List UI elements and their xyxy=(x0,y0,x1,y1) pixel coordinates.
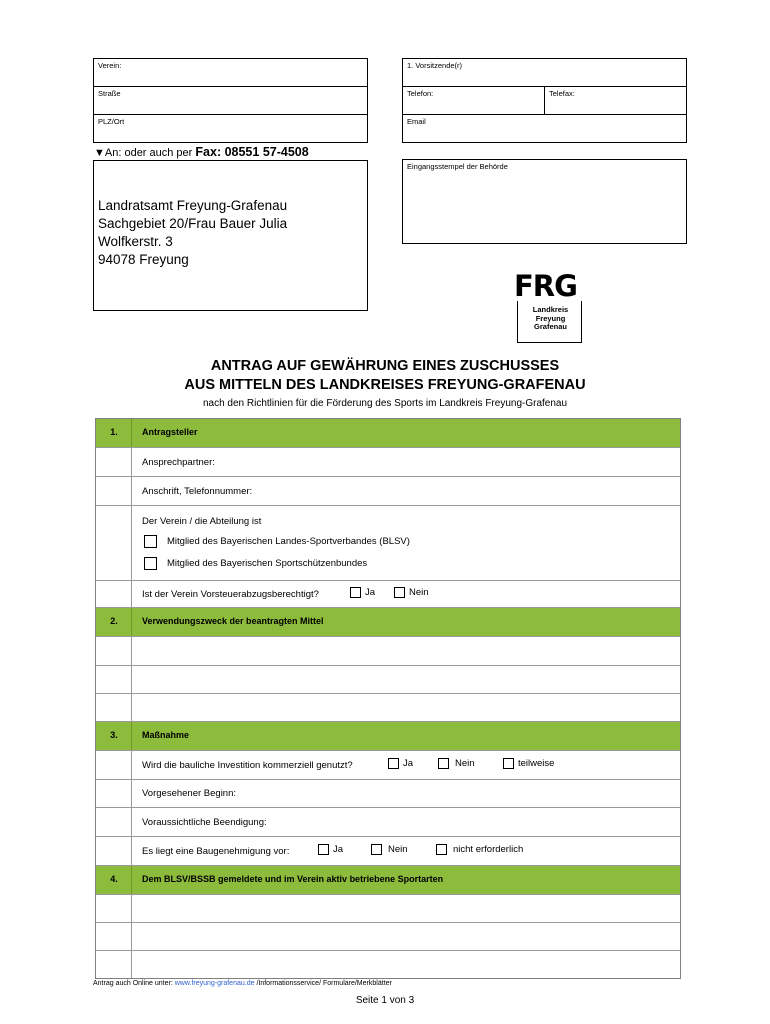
beginn-label: Vorgesehener Beginn: xyxy=(142,788,237,799)
plz-ort-label: PLZ/Ort xyxy=(98,117,125,126)
section-3-number: 3. xyxy=(110,730,118,740)
baugenehmigung-nein-checkbox[interactable] xyxy=(371,844,382,855)
section-2-number: 2. xyxy=(110,616,118,626)
baugenehmigung-nein-label: Nein xyxy=(388,844,408,856)
section-3-header xyxy=(96,722,680,751)
section-1-header xyxy=(96,419,680,448)
footer-suffix: /Informationsservice/ Formulare/Merkblätter xyxy=(254,980,392,987)
baugenehmigung-row xyxy=(96,837,680,866)
section-2-header xyxy=(96,608,680,637)
address-line-2: Sachgebiet 20/Frau Bauer Julia xyxy=(98,216,288,231)
baugenehmigung-label: Es liegt eine Baugenehmigung vor: xyxy=(142,846,290,857)
vorsteuer-ja-checkbox[interactable] xyxy=(350,587,361,598)
blsv-checkbox[interactable] xyxy=(144,535,157,548)
vorsteuer-row xyxy=(96,581,680,608)
vorsitzende-field[interactable] xyxy=(402,58,687,87)
verwendungszweck-row-3[interactable] xyxy=(96,694,680,722)
email-label: Email xyxy=(407,117,426,126)
page-number: Seite 1 von 3 xyxy=(355,995,415,1006)
form-table xyxy=(95,418,681,979)
logo-line-3: Grafenau xyxy=(534,322,567,331)
kommerziell-teilweise-checkbox[interactable] xyxy=(503,758,514,769)
telefax-label: Telefax: xyxy=(549,89,575,98)
vorsitzende-label: 1. Vorsitzende(r) xyxy=(407,61,463,70)
kommerziell-nein-option[interactable] xyxy=(438,758,475,769)
anschrift-label: Anschrift, Telefonnummer: xyxy=(142,486,253,497)
telefax-field[interactable] xyxy=(544,86,687,115)
blsv-label: Mitglied des Bayerischen Landes-Sportverbandes (BLSV) xyxy=(167,536,410,548)
address-box xyxy=(93,160,368,311)
logo-letters: FRG xyxy=(514,269,577,303)
section-4-header xyxy=(96,866,680,895)
blsv-option[interactable] xyxy=(144,535,410,548)
beendigung-label: Voraussichtliche Beendigung: xyxy=(142,817,267,828)
section-1-title: Antragsteller xyxy=(142,427,198,437)
title-line-2: AUS MITTELN DES LANDKREISES FREYUNG-GRAFENAU xyxy=(184,377,586,393)
section-3-title: Maßnahme xyxy=(142,730,190,740)
vorsteuer-nein-checkbox[interactable] xyxy=(394,587,405,598)
telefon-label: Telefon: xyxy=(407,89,434,98)
baugenehmigung-ja-label: Ja xyxy=(333,844,344,856)
verwendungszweck-row-2[interactable] xyxy=(96,666,680,694)
baugenehmigung-ja-option[interactable] xyxy=(318,844,343,855)
sportarten-row-1[interactable] xyxy=(96,895,680,923)
vorsteuer-label: Ist der Verein Vorsteuerabzugsberechtigt? xyxy=(142,589,319,600)
section-2-title: Verwendungszweck der beantragten Mittel xyxy=(142,616,324,626)
sportarten-row-3[interactable] xyxy=(96,951,680,978)
ansprechpartner-label: Ansprechpartner: xyxy=(142,457,215,468)
baugenehmigung-nicht-erforderlich-checkbox[interactable] xyxy=(436,844,447,855)
kommerziell-ja-option[interactable] xyxy=(388,758,413,769)
strasse-field[interactable] xyxy=(93,86,368,115)
ansprechpartner-row[interactable] xyxy=(96,448,680,477)
address-line-3: Wolfkerstr. 3 xyxy=(98,234,173,249)
eingangsstempel-box xyxy=(402,159,687,244)
telefon-field[interactable] xyxy=(402,86,545,115)
kommerziell-ja-label: Ja xyxy=(403,758,414,770)
plz-ort-field[interactable] xyxy=(93,114,368,143)
kommerziell-row xyxy=(96,751,680,780)
footer-link[interactable]: www.freyung-grafenau.de xyxy=(174,980,255,987)
section-4-title: Dem BLSV/BSSB gemeldete und im Verein aktiv betriebene Sportarten xyxy=(142,874,444,884)
vorsteuer-nein-option[interactable] xyxy=(394,587,429,598)
verein-label: Verein: xyxy=(98,61,122,70)
verein-ist-label: Der Verein / die Abteilung ist xyxy=(142,516,262,527)
logo-frame xyxy=(517,301,582,343)
vorsteuer-nein-label: Nein xyxy=(409,587,429,599)
section-1-number: 1. xyxy=(110,427,118,437)
baugenehmigung-ja-checkbox[interactable] xyxy=(318,844,329,855)
kommerziell-nein-checkbox[interactable] xyxy=(438,758,449,769)
title-line-1: ANTRAG AUF GEWÄHRUNG EINES ZUSCHUSSES xyxy=(210,358,560,374)
bssb-checkbox[interactable] xyxy=(144,557,157,570)
vorsteuer-ja-option[interactable] xyxy=(350,587,375,598)
fax-number: Fax: 08551 57-4508 xyxy=(195,145,309,159)
verwendungszweck-row-1[interactable] xyxy=(96,637,680,666)
frg-logo xyxy=(512,269,586,344)
address-line-4: 94078 Freyung xyxy=(98,252,189,267)
verein-field[interactable] xyxy=(93,58,368,87)
eingangsstempel-label: Eingangsstempel der Behörde xyxy=(407,162,508,171)
baugenehmigung-nein-option[interactable] xyxy=(371,844,408,855)
fax-prefix: ▼An: oder auch per xyxy=(94,147,193,159)
kommerziell-nein-label: Nein xyxy=(455,758,475,770)
vorsteuer-ja-label: Ja xyxy=(365,587,376,599)
verein-status-row xyxy=(96,506,680,581)
beginn-row[interactable] xyxy=(96,780,680,808)
beendigung-row[interactable] xyxy=(96,808,680,837)
kommerziell-teilweise-label: teilweise xyxy=(518,758,555,770)
bssb-option[interactable] xyxy=(144,557,367,570)
subtitle: nach den Richtlinien für die Förderung des Sports im Landkreis Freyung-Grafenau xyxy=(202,398,568,409)
logo-line-2: Freyung xyxy=(535,313,566,323)
logo-line-1: Landkreis xyxy=(532,305,569,314)
anschrift-row[interactable] xyxy=(96,477,680,506)
bssb-label: Mitglied des Bayerischen Sportschützenbundes xyxy=(167,558,368,570)
fax-line xyxy=(94,145,309,159)
sportarten-row-2[interactable] xyxy=(96,923,680,951)
baugenehmigung-nicht-erforderlich-option[interactable] xyxy=(436,844,523,855)
kommerziell-ja-checkbox[interactable] xyxy=(388,758,399,769)
footer-online-note xyxy=(93,980,392,987)
address-line-1: Landratsamt Freyung-Grafenau xyxy=(98,198,288,213)
kommerziell-label: Wird die bauliche Investition kommerziell genutzt? xyxy=(142,760,353,771)
strasse-label: Straße xyxy=(98,89,121,98)
section-4-number: 4. xyxy=(110,874,118,884)
baugenehmigung-nicht-erforderlich-label: nicht erforderlich xyxy=(453,844,524,856)
email-field[interactable] xyxy=(402,114,687,143)
kommerziell-teilweise-option[interactable] xyxy=(503,758,554,769)
footer-prefix: Antrag auch Online unter: xyxy=(93,980,175,987)
